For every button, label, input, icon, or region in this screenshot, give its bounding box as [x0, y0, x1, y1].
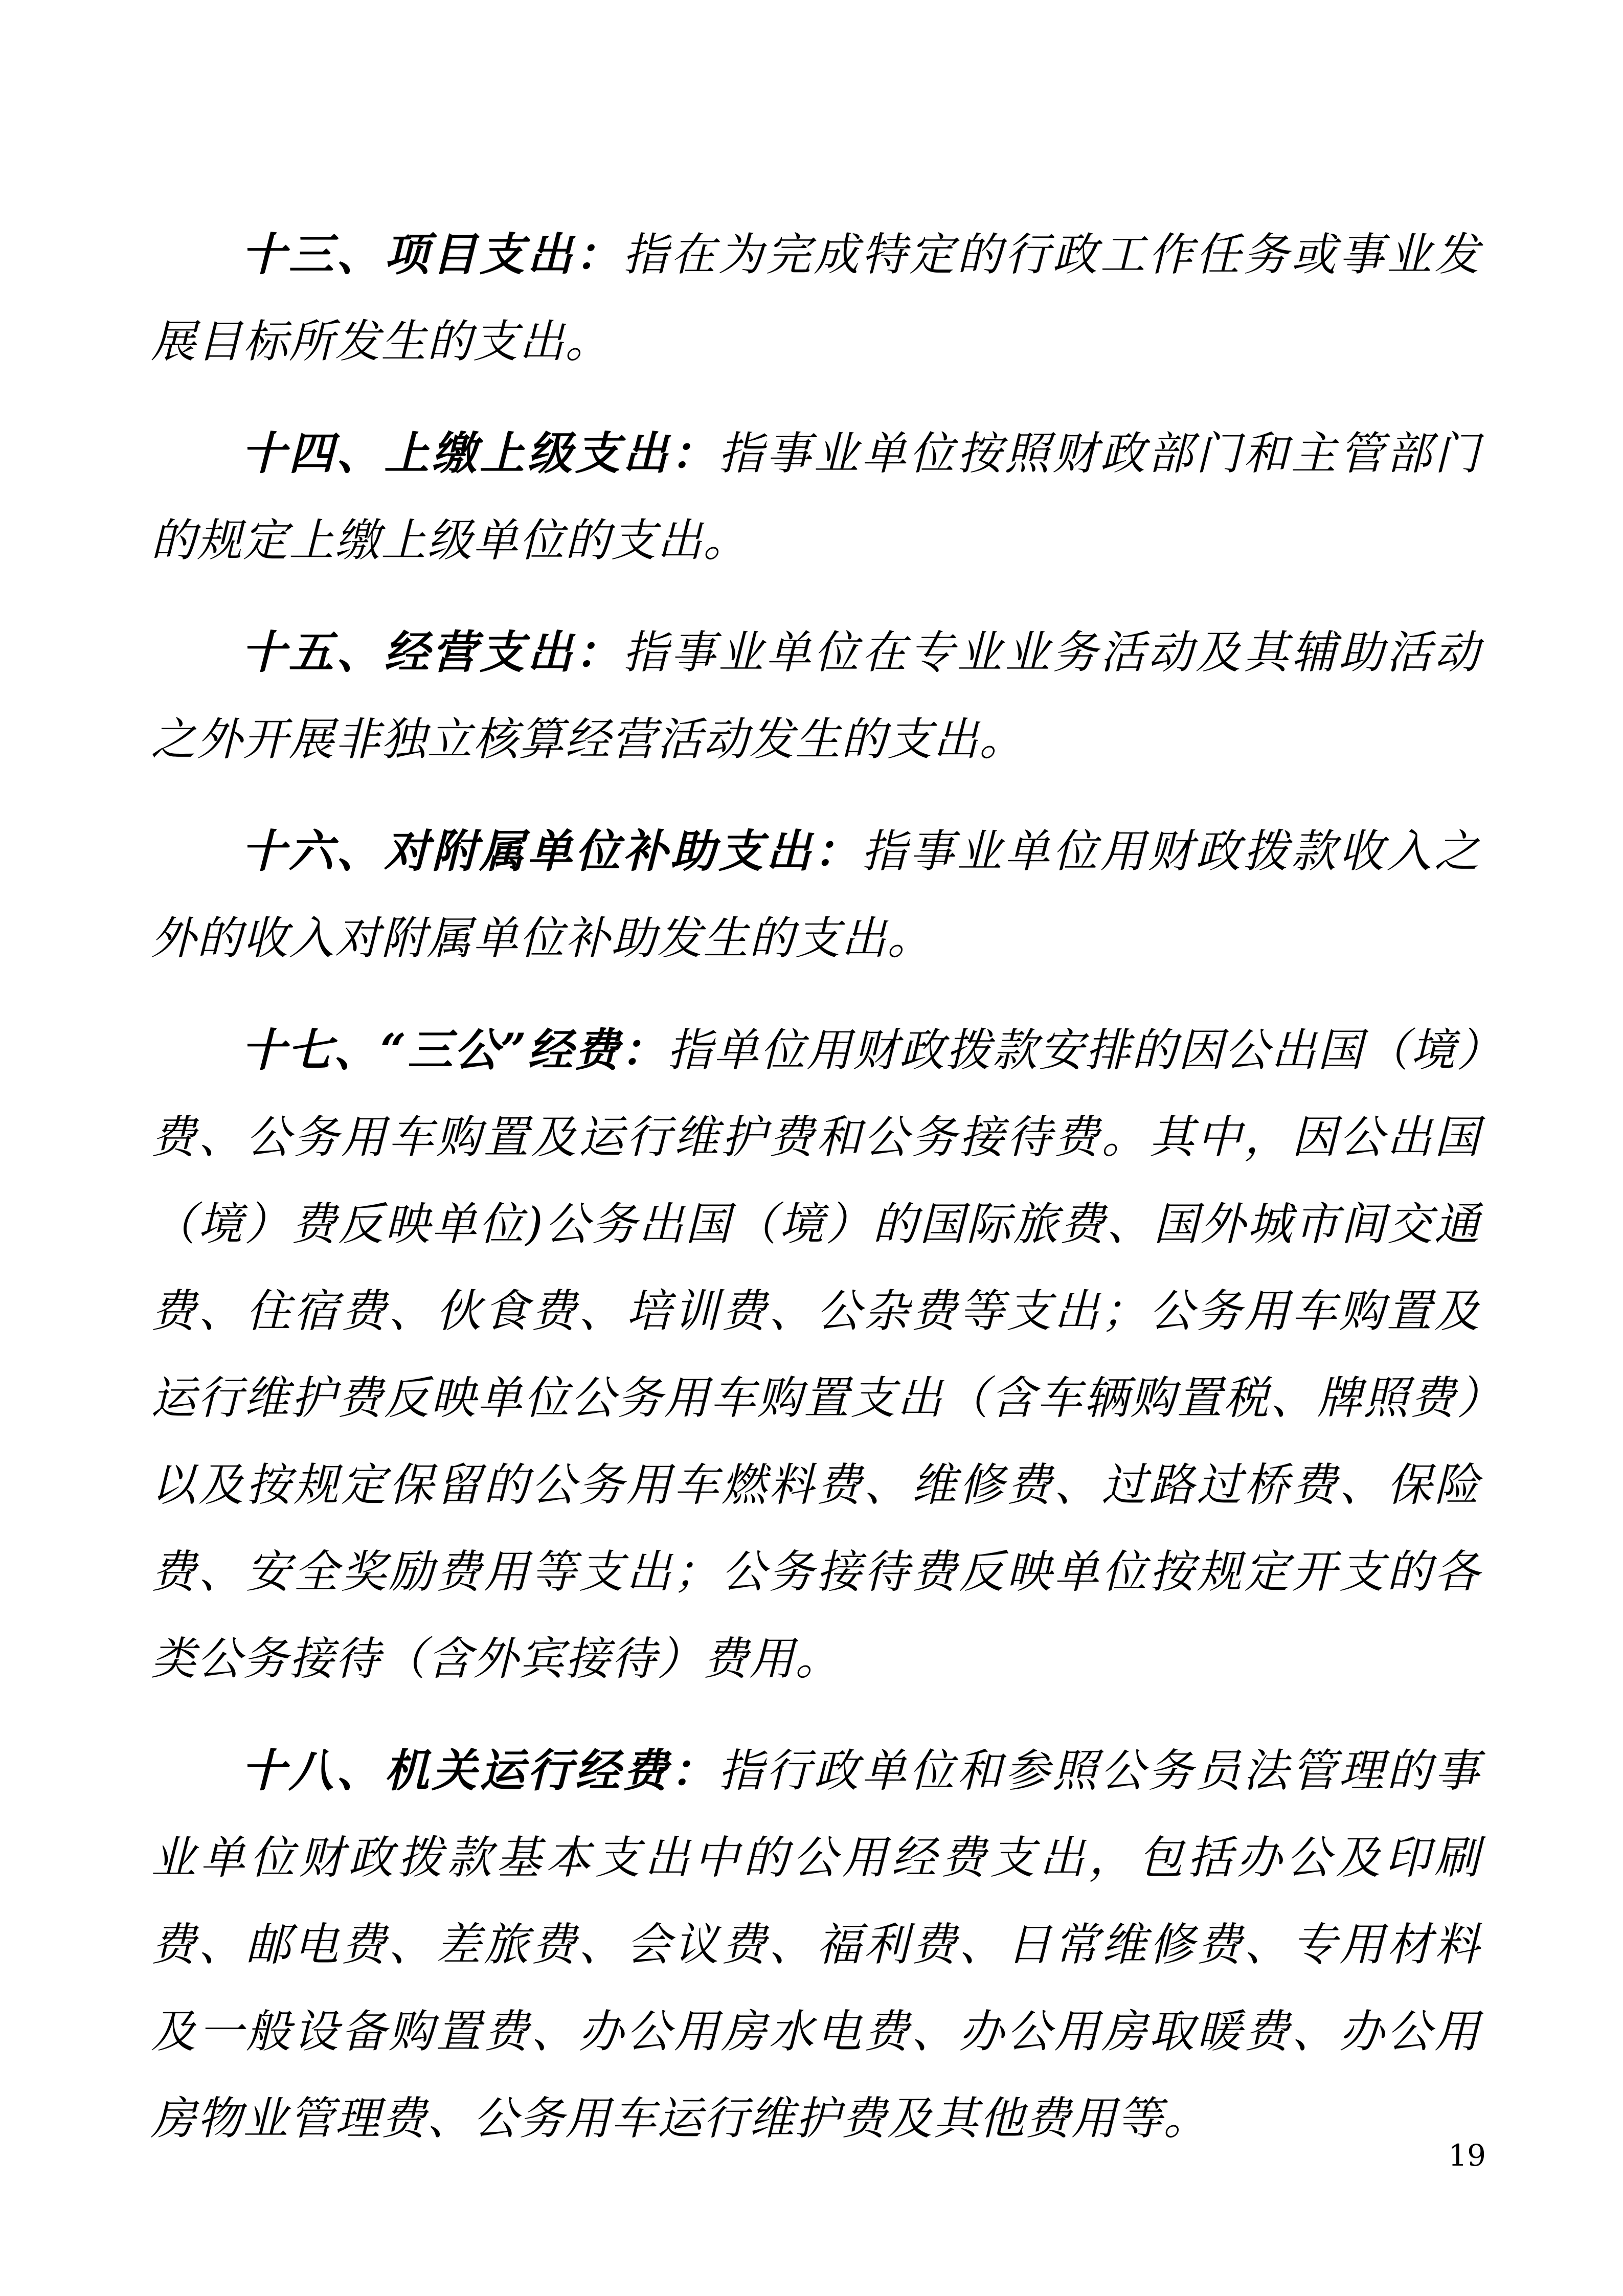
definition-text-16: 指事业单位用财政拨款收入之外的收入对附属单位补助发生的支出。 — [151, 825, 1480, 964]
paragraph-13 — [151, 211, 1480, 385]
definition-text-18: 指行政单位和参照公务员法管理的事业单位财政拨款基本支出中的公用经费支出，包括办公及印刷费、邮电费、差旅费、会议费、福利费、日常维修费、专用材料及一般设备购置费、办公用房水电费、办公用房取暖费、办公用房物业管理费、公务用车运行维护费及其他费用等。 — [151, 1744, 1480, 2145]
page-number: 19 — [1448, 2138, 1486, 2173]
term-label-14: 十四、上缴上级支出： — [241, 426, 718, 480]
paragraph-15 — [151, 609, 1480, 783]
definition-text-14: 指事业单位按照财政部门和主管部门的规定上缴上级单位的支出。 — [151, 427, 1480, 567]
term-label-18: 十八、机关运行经费： — [241, 1744, 718, 1797]
definition-text-15: 指事业单位在专业业务活动及其辅助活动之外开展非独立核算经营活动发生的支出。 — [151, 626, 1480, 766]
definition-text-17: 指单位用财政拨款安排的因公出国（境）费、公务用车购置及运行维护费和公务接待费。其中，因公出国（境）费反映单位)公务出国（境）的国际旅费、国外城市间交通费、住宿费、伙食费、培训费、公杂费等支出；公务用车购置及运行维护费反映单位公务用车购置支出（含车辆购置税、牌照费）以及按规定保留的公务用车燃料费、维修费、过路过桥费、保险费、安全奖励费用等支出；公务接待费反映单位按规定开支的各类公务接待（含外宾接待）费用。 — [151, 1024, 1480, 1685]
document-body — [151, 211, 1480, 2162]
term-label-15: 十五、经营支出： — [241, 625, 623, 679]
paragraph-18 — [151, 1727, 1480, 2162]
term-label-16: 十六、对附属单位补助支出： — [241, 824, 862, 877]
term-label-13: 十三、项目支出： — [241, 228, 623, 281]
paragraph-14 — [151, 410, 1480, 584]
paragraph-17 — [151, 1006, 1480, 1702]
term-label-17: 十七、“三公”经费： — [241, 1023, 667, 1076]
definition-text-13: 指在为完成特定的行政工作任务或事业发展目标所发生的支出。 — [151, 228, 1480, 368]
paragraph-16 — [151, 807, 1480, 982]
